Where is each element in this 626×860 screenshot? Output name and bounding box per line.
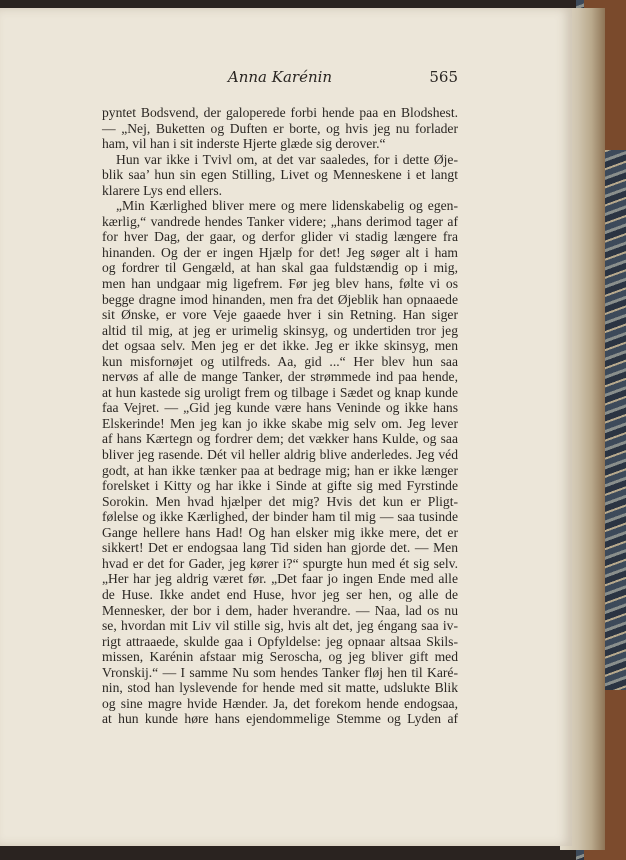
text-line: hinanden. Og der er ingen Hjælp for det! Jeg søger alt i ham — [102, 244, 458, 260]
text-line: sikkert! Det er endogsaa lang Tid siden han gjorde det. — Men — [102, 540, 458, 556]
text-line: klarere Lys end ellers. — [102, 182, 223, 198]
text-line: rigt attraaede, skulde gaa i Opfyldelse: jeg opnaar altsaa Skils- — [102, 633, 458, 649]
text-line: nervøs af alle de mange Tanker, der strømmede ind paa hende, — [102, 369, 458, 385]
text-line: de Huse. Ikke andet end Huse, hvor jeg ser hen, og alle de — [102, 586, 458, 602]
text-line: begge dragne imod hinanden, men fra det Øjeblik han opnaaede — [102, 291, 458, 307]
text-line: hvad er det for Gader, jeg kører i?“ spurgte hun med ét sig selv. — [102, 555, 458, 571]
text-line: sit Ønske, er vore Veje gaaede hver i sin Retning. Han siger — [102, 307, 458, 323]
text-line: Mennesker, der bor i dem, hader hverandre. — Naa, lad os nu — [102, 602, 458, 618]
text-line: at hun kastede sig uroligt frem og tilbage i Sædet og knap kunde — [102, 384, 458, 400]
text-line: pyntet Bodsvend, der galoperede forbi hende paa en Blodshest. — [102, 105, 458, 120]
text-line: at hun kunde høre hans ejendommelige Stemme og Lyden af — [102, 711, 458, 727]
text-line: se, hvordan mit Liv vil stille sig, hvis alt det, jeg éngang saa iv- — [102, 618, 458, 634]
text-line: og sine magre hvide Hænder. Ja, det forekom hende endogsaa, — [102, 695, 458, 711]
text-line: „Min Kærlighed bliver mere og mere lidenskabelig og egen- — [116, 198, 458, 214]
text-line: blik saa’ hun sin egen Stilling, Livet og Menneskene i et langt — [102, 167, 458, 183]
text-line: Elskerinde! Men jeg kan jo ikke skabe mig selv om. Jeg lever — [102, 415, 458, 431]
text-line: for hver Dag, der gaar, og derfor glider vi stadig længere fra — [102, 229, 458, 245]
book-page — [0, 8, 572, 846]
text-line: og fordrer til Gengæld, at han skal gaa fuldstændig op i mig, — [102, 260, 458, 276]
text-line: forelsket i Kitty og har ikke i Sinde at gifte sig med Fyrstinde — [102, 478, 458, 494]
text-line: Sorokin. Men hvad hjælper det mig? Hvis det kun er Pligt- — [102, 493, 458, 509]
text-line: Hun var ikke i Tvivl om, at det var saaledes, for i dette Øje- — [116, 151, 458, 167]
text-line: kun misfornøjet og utilfreds. Aa, gid ...“ Her blev hun saa — [102, 353, 458, 369]
text-line: ham, vil han i sit inderste Hjerte glæde sig derover.“ — [102, 136, 386, 152]
running-title: Anna Karénin — [227, 68, 333, 86]
text-line: altid til mig, at jeg er urimelig skinsyg, og undertiden tror jeg — [102, 322, 458, 338]
text-line: missen, Karénin afstaar mig Seroscha, og jeg bliver gift med — [102, 649, 458, 665]
body-text — [102, 105, 458, 727]
text-line: Vronskij.“ — I samme Nu som hendes Tanker fløj hen til Karé- — [102, 664, 458, 680]
text-line: følelse og ikke Kærlighed, der binder ham til mig — saa tusinde — [102, 509, 458, 525]
text-line: Gange hellere hans Had! Og han elsker mig ikke mere, det er — [102, 524, 458, 540]
running-header — [102, 68, 458, 88]
text-line: kærlig,“ vandrede hendes Tanker videre; „hans derimod tager af — [102, 213, 458, 229]
text-line: „Her har jeg aldrig været før. „Det faar jo ingen Ende med alle — [102, 571, 458, 587]
text-line: godt, at han ikke tænker paa at bedrage mig; han er ikke længer — [102, 462, 458, 478]
text-line: men han undgaar mig ligefrem. Før jeg blev hans, følte vi os — [102, 276, 458, 292]
text-line: det ogsaa selv. Men jeg er det ikke. Jeg er ikke skinsyg, men — [102, 338, 458, 354]
text-line: nin, stod han lyslevende for hende med sit matte, udslukte Blik — [102, 680, 458, 696]
text-line: faa Vejret. — „Gid jeg kunde være hans Veninde og ikke hans — [102, 400, 458, 416]
text-line: af hans Kærtegn og fordrer dem; det vækker hans Kulde, og saa — [102, 431, 458, 447]
text-line: — „Nej, Buketten og Duften er borte, og hvis jeg nu forlader — [102, 120, 458, 136]
text-line: bliver jeg rasende. Dét vil heller aldrig blive anderledes. Jeg véd — [102, 447, 458, 463]
page-number: 565 — [429, 68, 458, 86]
